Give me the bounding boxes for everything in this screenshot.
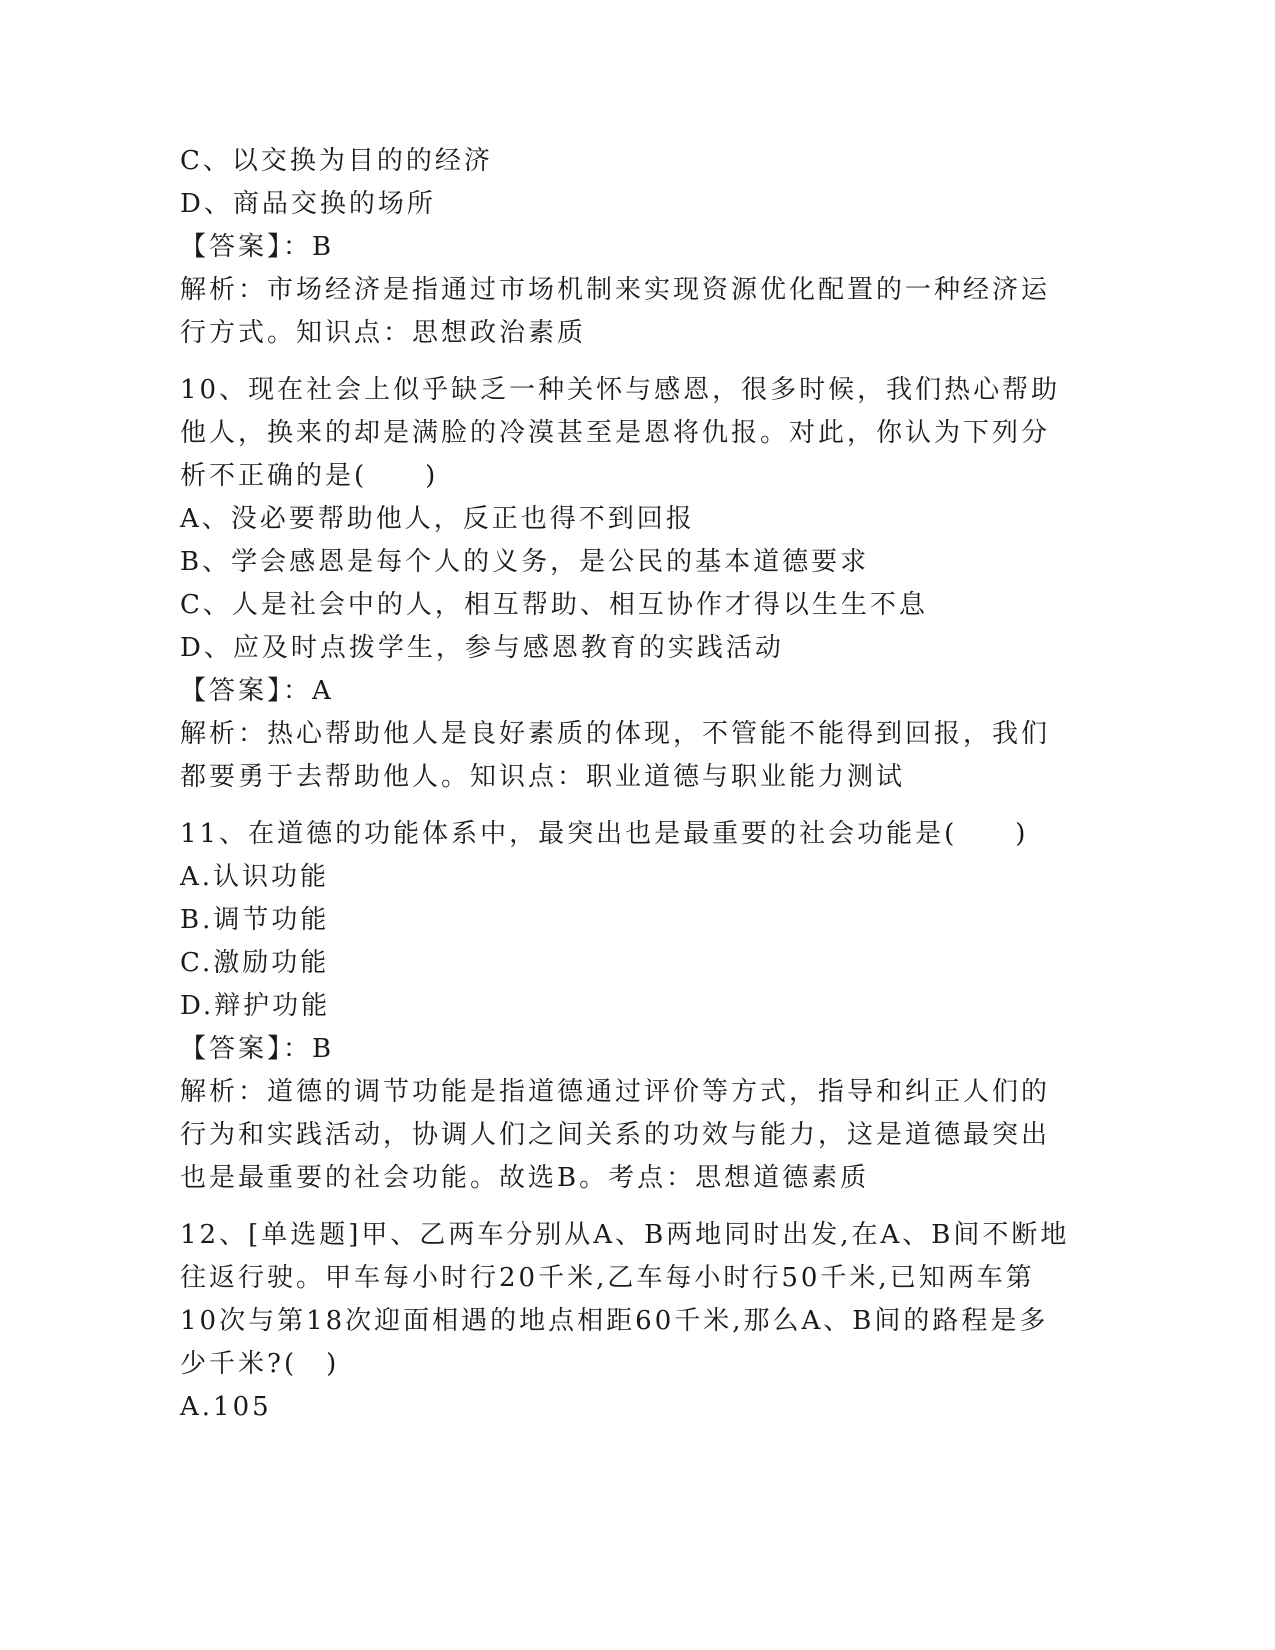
analysis-q11-line2: 行为和实践活动，协调人们之间关系的功效与能力，这是道德最突出 (180, 1120, 1051, 1150)
analysis-q10-line2: 都要勇于去帮助他人。知识点：职业道德与职业能力测试 (180, 762, 906, 792)
option-b-q11: B.调节功能 (180, 905, 330, 935)
option-c-q10: C、人是社会中的人，相互帮助、相互协作才得以生生不息 (180, 590, 928, 620)
question-11: 11、在道德的功能体系中，最突出也是最重要的社会功能是( ) (180, 819, 1029, 849)
analysis-q11-line3: 也是最重要的社会功能。故选B。考点：思想道德素质 (180, 1163, 870, 1193)
option-d-q11: D.辩护功能 (180, 991, 331, 1021)
question-12-line1: 12、[单选题]甲、乙两车分别从A、B两地同时出发,在A、B间不断地 (180, 1220, 1070, 1250)
question-10-line1: 10、现在社会上似乎缺乏一种关怀与感恩，很多时候，我们热心帮助 (180, 375, 1061, 405)
question-10-line3: 析不正确的是( ) (180, 461, 439, 491)
analysis-q9-line1: 解析：市场经济是指通过市场机制来实现资源优化配置的一种经济运 (180, 275, 1051, 305)
option-d-q9: D、商品交换的场所 (180, 189, 436, 219)
option-c-q9: C、以交换为目的的经济 (180, 146, 493, 176)
answer-q10: 【答案】：A (180, 676, 334, 706)
analysis-q11-line1: 解析：道德的调节功能是指道德通过评价等方式，指导和纠正人们的 (180, 1077, 1051, 1107)
answer-q9: 【答案】：B (180, 232, 335, 262)
document-page (180, 140, 1070, 1429)
option-a-q12: A.105 (180, 1392, 272, 1422)
question-12-line3: 10次与第18次迎面相遇的地点相距60千米,那么A、B间的路程是多 (180, 1306, 1049, 1336)
analysis-q10-line1: 解析：热心帮助他人是良好素质的体现，不管能不能得到回报，我们 (180, 719, 1051, 749)
option-c-q11: C.激励功能 (180, 948, 330, 978)
option-a-q10: A、没必要帮助他人，反正也得不到回报 (180, 504, 695, 534)
option-b-q10: B、学会感恩是每个人的义务，是公民的基本道德要求 (180, 547, 870, 577)
option-a-q11: A.认识功能 (180, 862, 330, 892)
analysis-q9-line2: 行方式。知识点：思想政治素质 (180, 318, 587, 348)
answer-q11: 【答案】：B (180, 1034, 335, 1064)
question-10-line2: 他人，换来的却是满脸的冷漠甚至是恩将仇报。对此，你认为下列分 (180, 418, 1051, 448)
option-d-q10: D、应及时点拨学生，参与感恩教育的实践活动 (180, 633, 784, 663)
question-12-line4: 少千米?( ) (180, 1349, 340, 1379)
question-12-line2: 往返行驶。甲车每小时行20千米,乙车每小时行50千米,已知两车第 (180, 1263, 1035, 1293)
